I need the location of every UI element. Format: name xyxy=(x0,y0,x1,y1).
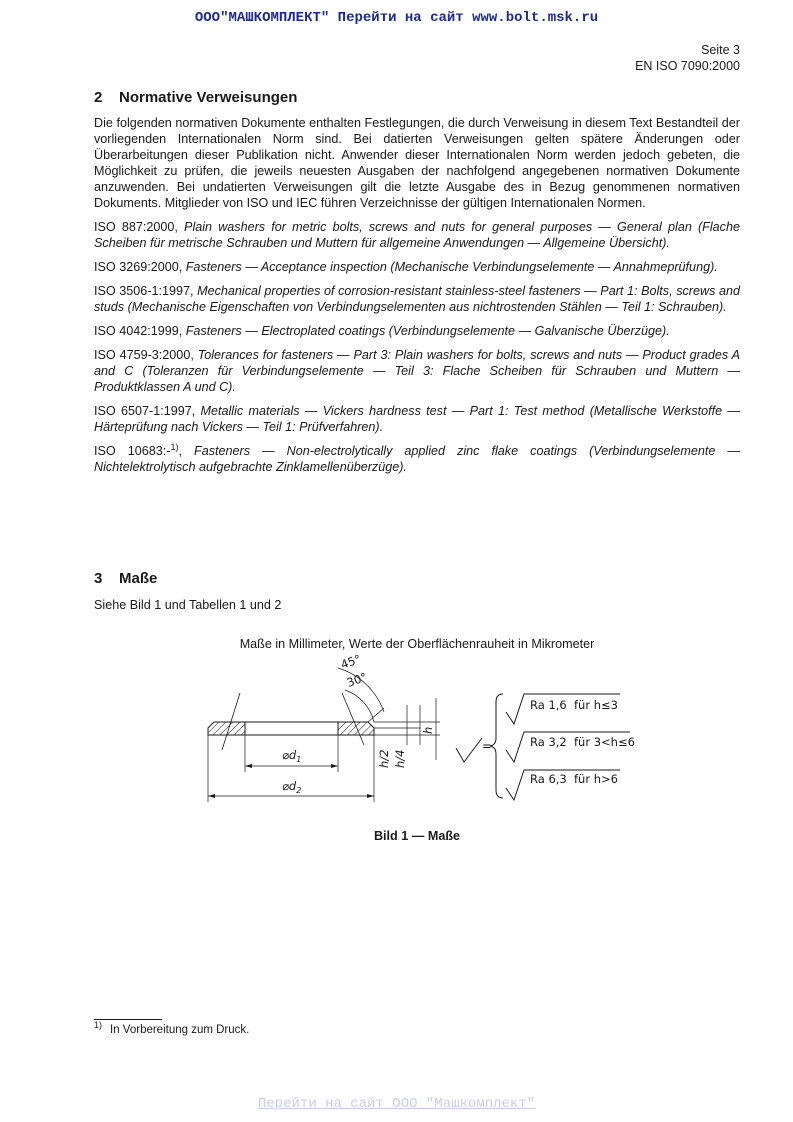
ref-item: ISO 10683:-$^{1)}$, Fasteners — Non-electrolytically applied zinc flake coatings (Verbindungselemente — Nichtelektrolytisch aufgebrachte Zinklamellenüberzüge). xyxy=(94,441,740,474)
section-3-number: 3 xyxy=(94,570,103,587)
d2-label: $⌀d_2$ xyxy=(282,779,302,795)
section-3-text: Siehe Bild 1 und Tabellen 1 und 2 xyxy=(94,598,282,612)
section-2-heading xyxy=(94,89,297,106)
footnote-divider xyxy=(94,1019,162,1020)
footnote xyxy=(94,1020,250,1036)
footnote-text: In Vorbereitung zum Druck. xyxy=(110,1024,250,1036)
ref-item: ISO 6507-1:1997, Metallic materials — Vickers hardness test — Part 1: Test method (Metallische Werkstoffe — Härteprüfung nach Vickers — Teil 1: Prüfverfahren). xyxy=(94,404,741,434)
h4-label: h/4 xyxy=(393,749,407,768)
roughness-1-cond: für h≤3 xyxy=(574,698,618,712)
equals-sign: = xyxy=(482,739,492,753)
curly-brace xyxy=(490,694,503,798)
section-3-title: Maße xyxy=(119,570,158,587)
h2-label: h/2 xyxy=(377,749,391,768)
page-number: Seite 3 xyxy=(701,43,740,57)
angle-arc-45 xyxy=(338,668,384,712)
section-2-title: Normative Verweisungen xyxy=(119,89,298,106)
ref-item: ISO 3506-1:1997, Mechanical properties of corrosion-resistant stainless-steel fasteners — Part 1: Bolts, screws and studs (Mechanische Eigenschaften von Verbindungselementen aus nichtrostenden Stählen — Teil 1: Schrauben). xyxy=(94,284,740,314)
ref-item: ISO 3269:2000, Fasteners — Acceptance inspection (Mechanische Verbindungselemente — Annahmeprüfung). xyxy=(94,260,718,274)
site-banner-link[interactable]: ООО"МАШКОМПЛЕКТ" Перейти на сайт www.bolt.msk.ru xyxy=(194,10,599,26)
figure-title: Bild 1 — Maße xyxy=(373,829,461,843)
d1-label: $⌀d_1$ xyxy=(282,748,302,764)
angle-arc-30 xyxy=(345,690,374,722)
roughness-3-cond: für h>6 xyxy=(574,772,618,786)
roughness-2-cond: für 3<h≤6 xyxy=(574,735,635,749)
section-2-number: 2 xyxy=(94,89,103,106)
ref-item: ISO 4759-3:2000, Tolerances for fasteners — Part 3: Plain washers for bolts, screws and nuts — Product grades A and C (Toleranzen für Verbindungselemente — Teil 3: Flache Scheiben für Schrauben und Muttern — Produktklassen A und C). xyxy=(94,348,740,394)
ref-item: ISO 4042:1999, Fasteners — Electroplated coatings (Verbindungselemente — Galvanische Überzüge). xyxy=(94,324,670,338)
footnote-ref[interactable]: 1) xyxy=(170,441,179,452)
angle-45-label: 45° xyxy=(338,651,363,672)
standard-code: EN ISO 7090:2000 xyxy=(635,59,740,73)
section-3-body xyxy=(94,597,740,621)
roughness-3: Ra 6,3 xyxy=(530,772,567,786)
ref-item: ISO 887:2000, Plain washers for metric bolts, screws and nuts for general purposes — General plan (Flache Scheiben für metrische Schrauben und Muttern für allgemeine Anwendungen — Allgemeine Übersicht). xyxy=(94,220,740,250)
footnote-mark: 1) xyxy=(94,1020,103,1031)
roughness-2: Ra 3,2 xyxy=(530,735,567,749)
section-2-body xyxy=(94,115,740,483)
surface-symbol xyxy=(456,738,482,762)
angle-30-label: 30° xyxy=(344,669,369,690)
bottom-site-link[interactable]: Перейти на сайт ООО "Машкомплект" xyxy=(257,1096,536,1112)
washer-section-right xyxy=(338,722,374,735)
roughness-1: Ra 1,6 xyxy=(530,698,567,712)
figure-caption: Maße in Millimeter, Werte der Oberflächenrauheit in Mikrometer xyxy=(239,637,595,651)
section-3-heading xyxy=(94,570,157,587)
intro-paragraph: Die folgenden normativen Dokumente enthalten Festlegungen, die durch Verweisung in diesem Text Bestandteil der vorliegenden Internationalen Norm sind. Bei datierten Verweisungen gelten spätere Änderungen oder Überarbeitungen dieser Publikation nicht. Anwender dieser Internationalen Norm werden jedoch gebeten, die Möglichkeit zu prüfen, die jeweils neuesten Ausgaben der nachfolgend angegebenen normativen Dokumente anzuwenden. Bei undatierten Verweisungen gilt die letzte Ausgabe des in Bezug genommenen normativen Dokuments. Mitglieder von ISO und IEC führen Verzeichnisse der gültigen Internationalen Normen. xyxy=(94,116,740,210)
h-label: h xyxy=(421,726,435,734)
washer-section-left xyxy=(208,722,245,735)
